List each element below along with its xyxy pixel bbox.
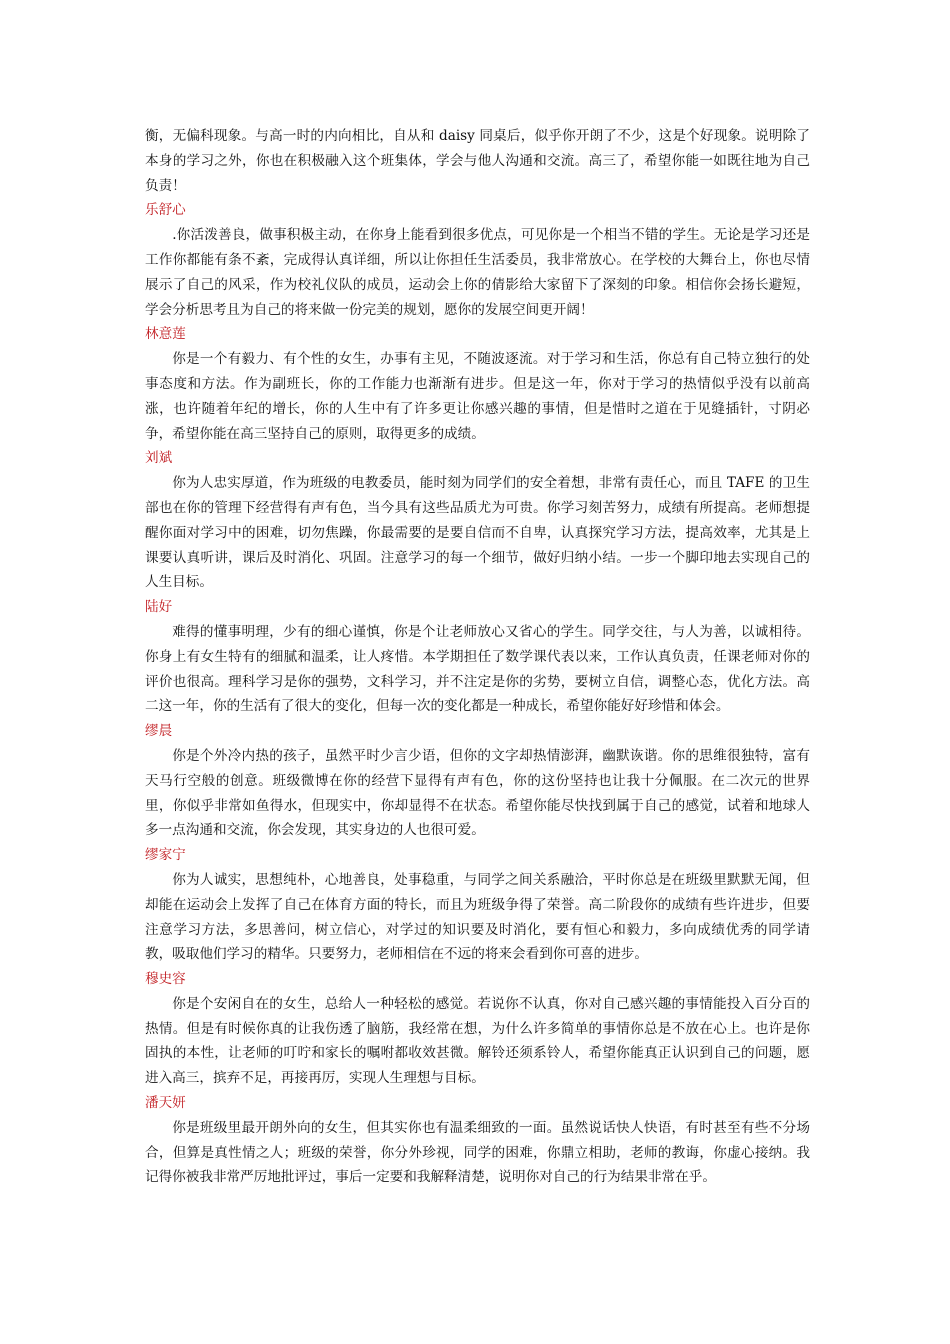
comment-paragraph: 难得的懂事明理，少有的细心谨慎，你是个让老师放心又省心的学生。同学交往，与人为善，以诚相待。你身上有女生特有的细腻和温柔，让人疼惜。本学期担任了数学课代表以来，工作认真负责，任课老师对你的评价也很高。理科学习是你的强势，文科学习，并不注定是你的劣势，要树立自信，调整心态，优化方法。高二这一年，你的生活有了很大的变化，但每一次的变化都是一种成长，希望你能好好珍惜和体会。 [145, 623, 810, 715]
comment-paragraph: 你是班级里最开朗外向的女生，但其实你也有温柔细致的一面。虽然说话快人快语，有时甚至有些不分场合，但算是真性情之人；班级的荣誉，你分外珍视，同学的困难，你鼎立相助，老师的教诲，你虚心接纳。我记得你被我非常严厉地批评过，事后一定要和我解释清楚，说明你对自己的行为结果非常在乎。 [145, 1119, 810, 1186]
comment-paragraph: 你是一个有毅力、有个性的女生，办事有主见，不随波逐流。对于学习和生活，你总有自己特立独行的处事态度和方法。作为副班长，你的工作能力也渐渐有进步。但是这一年，你对于学习的热情似乎没有以前高涨，也许随着年纪的增长，你的人生中有了许多更让你感兴趣的事情，但是惜时之道在于见缝插针，寸阴必争，希望你能在高三坚持自己的原则，取得更多的成绩。 [145, 351, 810, 442]
student-name: 陆好 [145, 599, 173, 616]
comment-paragraph: .你活泼善良，做事积极主动，在你身上能看到很多优点，可见你是一个相当不错的学生。无论是学习还是工作你都能有条不紊，完成得认真详细，所以让你担任生活委员，我非常放心。在学校的大舞台上，你也尽情展示了自己的风采，作为校礼仪队的成员，运动会上你的倩影给大家留下了深刻的印象。相信你会扬长避短，学会分析思考且为自己的将来做一份完美的规划，愿你的发展空间更开阔！ [145, 227, 810, 318]
student-name: 缪家宁 [145, 847, 186, 864]
comment-paragraph: 你为人诚实，思想纯朴，心地善良，处事稳重，与同学之间关系融洽，平时你总是在班级里默默无闻，但却能在运动会上发挥了自己在体育方面的特长，而且为班级争得了荣誉。高二阶段你的成绩有些许进步，但要注意学习方法，多思善问，树立信心，对学过的知识要及时消化，要有恒心和毅力，多向成绩优秀的同学请教，吸取他们学习的精华。只要努力，老师相信在不远的将来会看到你可喜的进步。 [145, 871, 810, 963]
comment-paragraph: 你是个外冷内热的孩子，虽然平时少言少语，但你的文字却热情澎湃，幽默诙谐。你的思维很独特，富有天马行空般的创意。班级微博在你的经营下显得有声有色，你的这份坚持也让我十分佩服。在二次元的世界里，你似乎非常如鱼得水，但现实中，你却显得不在状态。希望你能尽快找到属于自己的感觉，试着和地球人多一点沟通和交流，你会发现，其实身边的人也很可爱。 [145, 747, 810, 839]
intro-paragraph: 衡，无偏科现象。与高一时的内向相比，自从和 daisy 同桌后，似乎你开朗了不少，这是个好现象。说明除了本身的学习之外，你也在积极融入这个班集体，学会与他人沟通和交流。高三了，希望你能一如既往地为自己负责！ [145, 128, 810, 194]
student-name: 潘天妍 [145, 1095, 186, 1112]
student-name: 林意莲 [145, 326, 186, 343]
document-body [145, 124, 810, 1190]
student-name: 乐舒心 [145, 202, 186, 219]
comment-paragraph: 你是个安闲自在的女生，总给人一种轻松的感觉。若说你不认真，你对自己感兴趣的事情能投入百分百的热情。但是有时候你真的让我伤透了脑筋，我经常在想，为什么许多简单的事情你总是不放在心上。也许是你固执的本性，让老师的叮咛和家长的嘱咐都收效甚微。解铃还须系铃人，希望你能真正认识到自己的问题，愿进入高三，摈弃不足，再接再厉，实现人生理想与目标。 [145, 995, 810, 1087]
student-name: 缪晨 [145, 723, 173, 740]
comment-paragraph: 你为人忠实厚道，作为班级的电教委员，能时刻为同学们的安全着想，非常有责任心，而且 TAFE 的卫生部也在你的管理下经营得有声有色，当今具有这些品质尤为可贵。你学习刻苦努力，成绩有所提高。老师想提醒你面对学习中的困难，切勿焦躁，你最需要的是要自信而不自卑，认真探究学习方法，提高效率，尤其是上课要认真听讲，课后及时消化、巩固。注意学习的每一个细节，做好归纳小结。一步一个脚印地去实现自己的人生目标。 [145, 475, 810, 591]
student-name: 刘斌 [145, 450, 173, 467]
student-name: 穆史容 [145, 971, 186, 988]
